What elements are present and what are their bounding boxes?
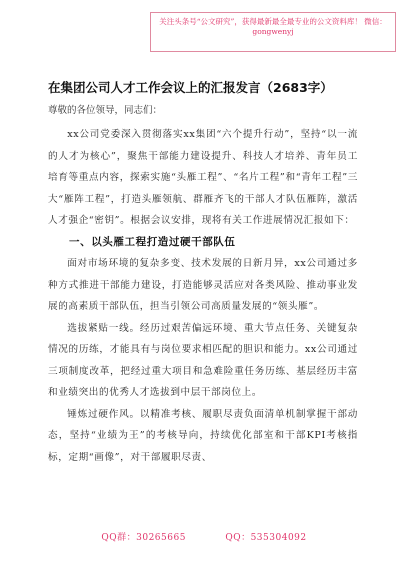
footer-contact bbox=[0, 530, 408, 543]
promo-banner-text: 关注头条号“公文研究”，获得最新最全最专业的公文资料库！ 微信：gongwenyj bbox=[159, 17, 387, 36]
body-paragraph: 面对市场环境的复杂多变、技术发展的日新月异，xx公司通过多种方式推进干部能力建设，打造能够灵活应对各类风险、推动事业发展的高素质干部队伍，担当引领公司高质量发展的“领头雁”。 bbox=[48, 258, 358, 312]
document-body bbox=[48, 124, 358, 468]
qq-number: QQ：535304092 bbox=[225, 533, 307, 543]
intro-paragraph: xx公司党委深入贯彻落实xx集团“六个提升行动”，坚持“以一流的人才为核心”，聚焦干部能力建设提升、科技人才培养、青年员工培育等重点内容，探索实施“头雁工程”、“名片工程”和“青年工程”三大“雁阵工程”，打造头雁领航、群雁齐飞的干部人才队伍雁阵，激活人才强企“密钥”。根据会议安排，现将有关工作进展情况汇报如下： bbox=[48, 129, 358, 226]
qq-group-number: QQ群：30265665 bbox=[101, 533, 186, 543]
body-paragraph: 选拔紧贴一线。经历过艰苦偏远环境、重大节点任务、关键复杂情况的历练，才能具有与岗位要求相匹配的胆识和能力。xx公司通过三项制度改革，把经过重大项目和急难险重任务历练、基层经历丰富和业绩突出的优秀人才选拔到中层干部岗位上。 bbox=[48, 322, 358, 398]
section-heading: 一、以头雁工程打造过硬干部队伍 bbox=[69, 235, 236, 248]
document-title: 在集团公司人才工作会议上的汇报发言（2683字） bbox=[48, 80, 333, 95]
salutation: 尊敬的各位领导，同志们： bbox=[48, 105, 163, 116]
promo-banner bbox=[150, 12, 396, 52]
body-paragraph: 锤炼过硬作风。以精准考核、履职尽责负面清单机制掌握干部动态，坚持“业绩为王”的考核导向，持续优化部室和干部KPI考核指标，定期“画像”，对干部履职尽责、 bbox=[48, 408, 358, 463]
